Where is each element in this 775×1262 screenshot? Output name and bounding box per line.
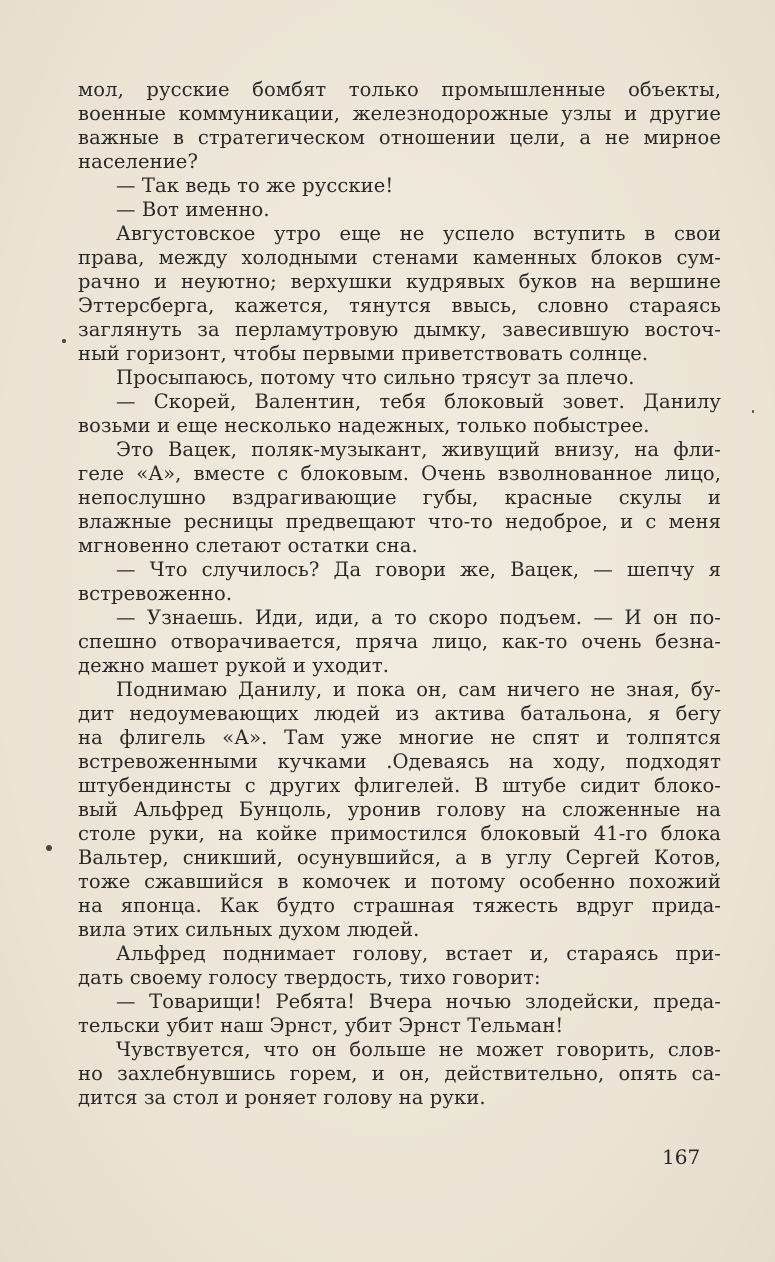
text-line: население?: [78, 150, 198, 173]
text-line: непослушно вздрагивающие губы, красные скулы и: [78, 486, 721, 509]
text-line: дать своему голосу твердость, тихо говорит:: [78, 966, 541, 989]
text-line: права, между холодными стенами каменных блоков сум-: [78, 246, 721, 269]
text-line: Поднимаю Данилу, и пока он, сам ничего не зная, бу-: [116, 678, 721, 701]
text-line: спешно отворачивается, пряча лицо, как-то очень безна-: [78, 630, 721, 653]
text-line: тельски убит наш Эрнст, убит Эрнст Тельман!: [78, 1014, 564, 1037]
text-line: Августовское утро еще не успело вступить в свои: [116, 222, 721, 245]
text-line: — Узнаешь. Иди, иди, а то скоро подъем. — И он по-: [116, 606, 721, 629]
text-line: вый Альфред Бунцоль, уронив голову на сложенные на: [78, 798, 721, 821]
text-line: важные в стратегическом отношении цели, а не мирное: [78, 126, 721, 149]
text-line: — Товарищи! Ребята! Вчера ночью злодейски, преда-: [116, 990, 721, 1013]
text-line: геле «А», вместе с блоковым. Очень взволнованное лицо,: [78, 462, 721, 485]
text-line: но захлебнувшись горем, и он, действительно, опять са-: [78, 1062, 721, 1085]
text-line: — Вот именно.: [116, 198, 270, 221]
print-speck: [62, 339, 66, 343]
text-line: Это Вацек, поляк-музыкант, живущий внизу, на фли-: [116, 438, 721, 461]
text-line: столе руки, на койке примостился блоковый 41-го блока: [78, 822, 721, 845]
text-line: — Так ведь то же русские!: [116, 174, 394, 197]
text-line: военные коммуникации, железнодорожные узлы и другие: [78, 102, 721, 125]
text-line: дит недоумевающих людей из актива батальона, я бегу: [78, 702, 721, 725]
text-line: влажные ресницы предвещают что-то недоброе, и с меня: [78, 510, 721, 533]
print-speck: [46, 845, 52, 851]
text-line: ный горизонт, чтобы первыми приветствовать солнце.: [78, 342, 649, 365]
text-line: — Скорей, Валентин, тебя блоковый зовет. Данилу: [116, 390, 721, 413]
text-line: Вальтер, сникший, осунувшийся, а в углу Сергей Котов,: [78, 846, 721, 869]
text-line: мол, русские бомбят только промышленные объекты,: [78, 78, 721, 101]
text-line: вила этих сильных духом людей.: [78, 918, 420, 941]
text-line: штубендинсты с других флигелей. В штубе сидит блоко-: [78, 774, 721, 797]
page-number: 167: [662, 1145, 701, 1169]
text-line: заглянуть за перламутровую дымку, завесившую восточ-: [78, 318, 721, 341]
text-line: — Что случилось? Да говори же, Вацек, — шепчу я: [116, 558, 721, 581]
body-text: [78, 78, 721, 1110]
text-line: Просыпаюсь, потому что сильно трясут за плечо.: [116, 366, 635, 389]
text-line: на японца. Как будто страшная тяжесть вдруг прида-: [78, 894, 721, 917]
print-speck: [752, 410, 754, 413]
text-line: возьми и еще несколько надежных, только побыстрее.: [78, 414, 650, 437]
text-line: тоже сжавшийся в комочек и потому особенно похожий: [78, 870, 721, 893]
text-line: Альфред поднимает голову, встает и, стараясь при-: [116, 942, 721, 965]
text-line: дежно машет рукой и уходит.: [78, 654, 390, 677]
text-line: рачно и неуютно; верхушки кудрявых буков на вершине: [78, 270, 721, 293]
text-line: на флигель «А». Там уже многие не спят и толпятся: [78, 726, 721, 749]
text-line: мгновенно слетают остатки сна.: [78, 534, 418, 557]
text-line: встревоженными кучками .Одеваясь на ходу, подходят: [78, 750, 721, 773]
text-line: встревоженно.: [78, 582, 233, 605]
text-line: Эттерсберга, кажется, тянутся ввысь, словно стараясь: [78, 294, 721, 317]
text-line: Чувствуется, что он больше не может говорить, слов-: [116, 1038, 721, 1061]
text-line: дится за стол и роняет голову на руки.: [78, 1086, 486, 1109]
